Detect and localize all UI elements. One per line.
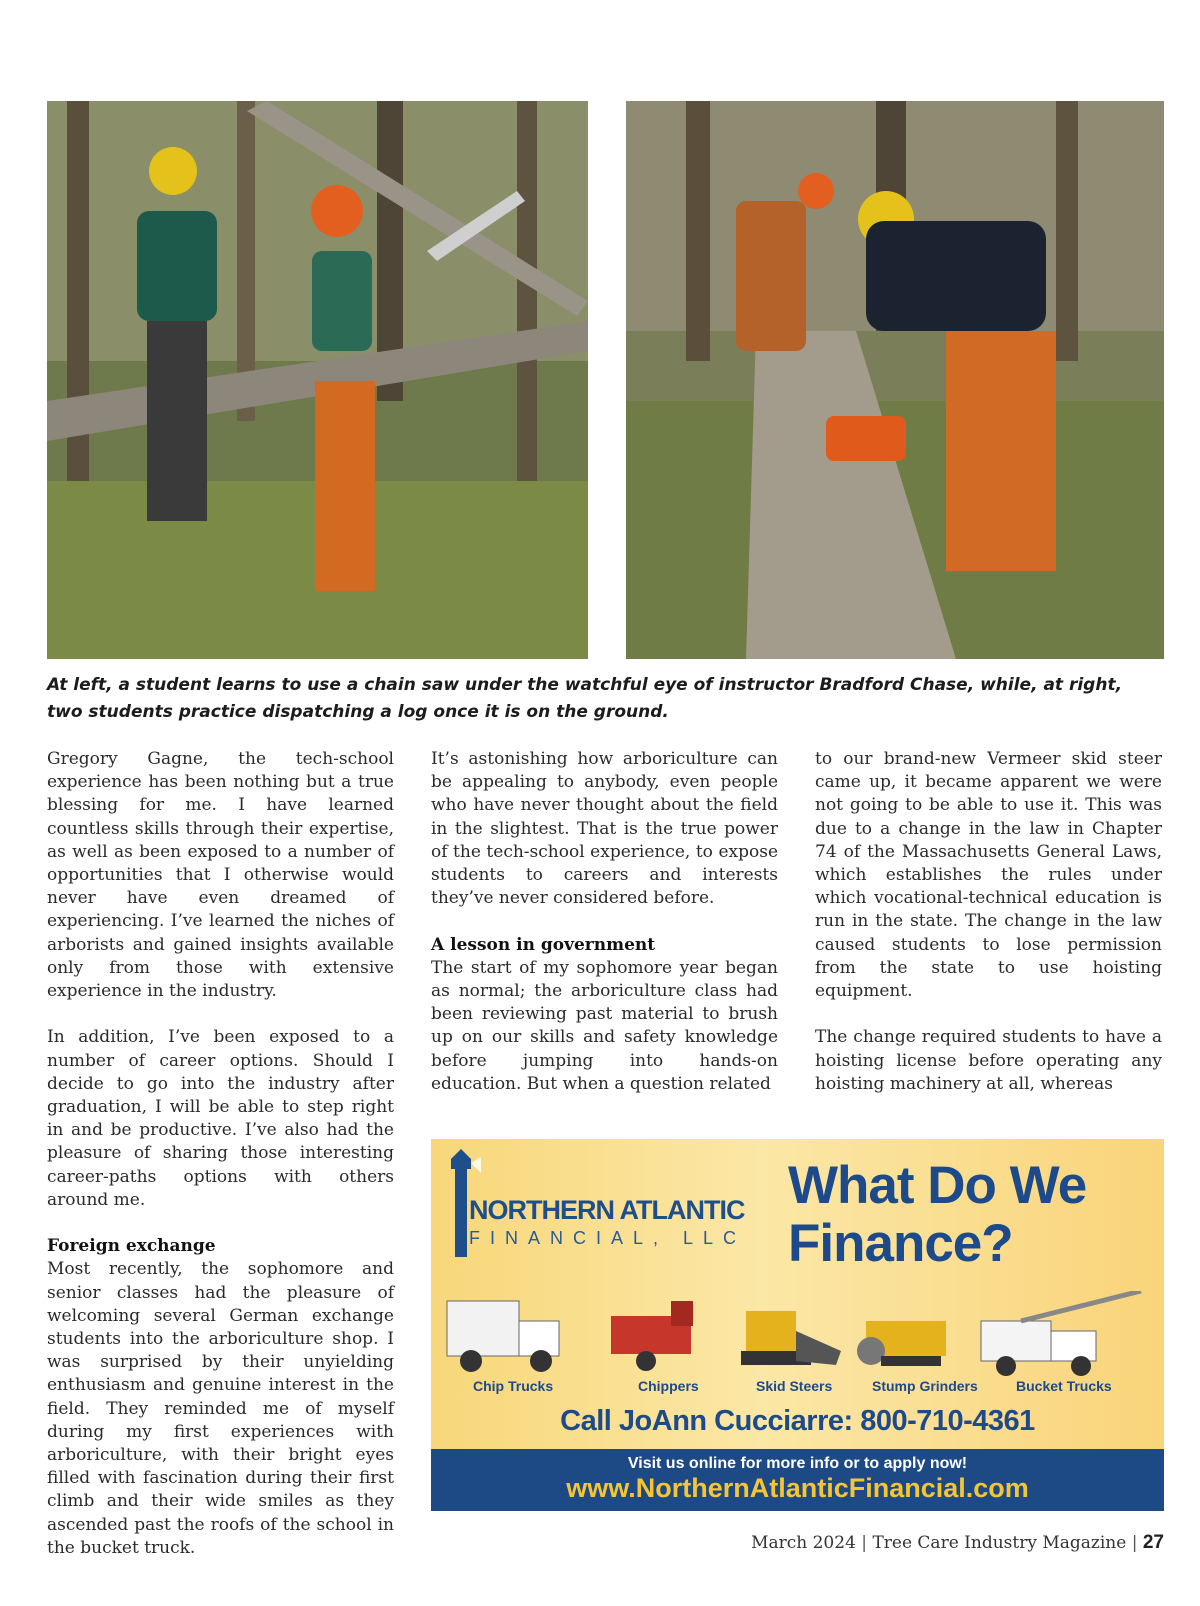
magazine-name: Tree Care Industry Magazine xyxy=(872,1533,1127,1553)
ad-vehicles xyxy=(441,1291,1154,1391)
paragraph: It’s astonishing how arboriculture can be appealing to anybody, even people who have never thought about the field in the slightest. That is the true power of the tech-school experience, to expose students to careers and interests they’ve never considered before. xyxy=(431,749,778,909)
ad-cta-text: Visit us online for more info or to apply now! xyxy=(627,1455,968,1472)
photo-chainsaw-instruction xyxy=(47,101,588,659)
article-column-3 xyxy=(815,748,1162,1096)
ad-label-bucket-trucks: Bucket Trucks xyxy=(1016,1378,1112,1394)
advertisement-northern-atlantic-financial[interactable] xyxy=(431,1139,1164,1511)
section-heading-foreign-exchange: Foreign exchange xyxy=(47,1236,216,1257)
issue-date: March 2024 xyxy=(751,1533,856,1553)
chip-truck-icon xyxy=(447,1301,559,1372)
ad-website-link[interactable]: www.NorthernAtlanticFinancial.com xyxy=(566,1473,1029,1503)
separator: | xyxy=(861,1533,873,1553)
ad-phone[interactable]: Call JoAnn Cucciarre: 800-710-4361 xyxy=(560,1405,1035,1437)
ad-label-chip-trucks: Chip Trucks xyxy=(473,1378,554,1394)
article-column-2 xyxy=(431,748,778,1096)
page-footer xyxy=(751,1532,1164,1554)
stump-grinder-icon xyxy=(857,1321,946,1366)
ad-label-stump-grinders: Stump Grinders xyxy=(872,1378,978,1394)
paragraph: Gregory Gagne, the tech-school experience has been nothing but a true blessing for me. I have learned countless skills through their expertise, as well as been exposed to a number of opportunities that I otherwise would never have even dreamed of experiencing. I’ve learned the niches of arborists and gained insights available only from those with extensive experience in the industry. xyxy=(47,749,394,1002)
chipper-icon xyxy=(611,1301,693,1371)
paragraph: The change required students to have a hoisting license before operating any hoisting machinery at all, whereas xyxy=(815,1027,1162,1094)
article-column-1 xyxy=(47,748,394,1560)
photo-caption: At left, a student learns to use a chain saw under the watchful eye of instructor Bradford Chase, while, at right, two students practice dispatching a log once it is on the ground. xyxy=(47,675,1123,722)
photo-log-cutting xyxy=(626,101,1164,659)
ad-label-skid-steers: Skid Steers xyxy=(756,1378,833,1394)
paragraph: The start of my sophomore year began as normal; the arboriculture class had been reviewing past material to brush up on our skills and safety knowledge before jumping into hands-on education. But when a question related xyxy=(431,957,778,1094)
paragraph: Most recently, the sophomore and senior classes had the pleasure of welcoming several German exchange students into the arboriculture shop. I was surprised by their unyielding enthusiasm and genuine interest in the field. They reminded me of myself during my first experiences with arboriculture, with their bright eyes filled with fascination during their first climb and their wide smiles as they ascended past the roofs of the school in the bucket truck. xyxy=(47,1259,394,1558)
paragraph: to our brand-new Vermeer skid steer came up, it became apparent we were not going to be able to use it. This was due to a change in the law in Chapter 74 of the Massachusetts General Laws, which establishes the rules under which vocational-technical education is run in the state. The change in the law caused students to lose permission from the state to use hoisting equipment. xyxy=(815,749,1162,1002)
page-number: 27 xyxy=(1142,1532,1164,1553)
ad-brand-name: NORTHERN ATLANTIC xyxy=(469,1195,745,1225)
bucket-truck-icon xyxy=(981,1291,1141,1376)
ad-headline-line-2: Finance? xyxy=(788,1214,1013,1273)
ad-footer-banner xyxy=(431,1449,1164,1511)
ad-label-chippers: Chippers xyxy=(638,1378,699,1394)
ad-brand-sub: FINANCIAL, LLC xyxy=(469,1228,747,1248)
ad-headline xyxy=(788,1157,1148,1273)
paragraph: In addition, I’ve been exposed to a number of career options. Should I decide to go into the industry after graduation, I will be able to step right in and be productive. I’ve also had the pleasure of sharing those interesting career-paths options with others around me. xyxy=(47,1027,394,1210)
section-heading-lesson-in-government: A lesson in government xyxy=(431,934,656,955)
separator: | xyxy=(1131,1533,1143,1553)
skid-steer-icon xyxy=(741,1311,841,1365)
ad-brand xyxy=(469,1195,754,1249)
ad-headline-line-1: What Do We xyxy=(788,1156,1087,1215)
